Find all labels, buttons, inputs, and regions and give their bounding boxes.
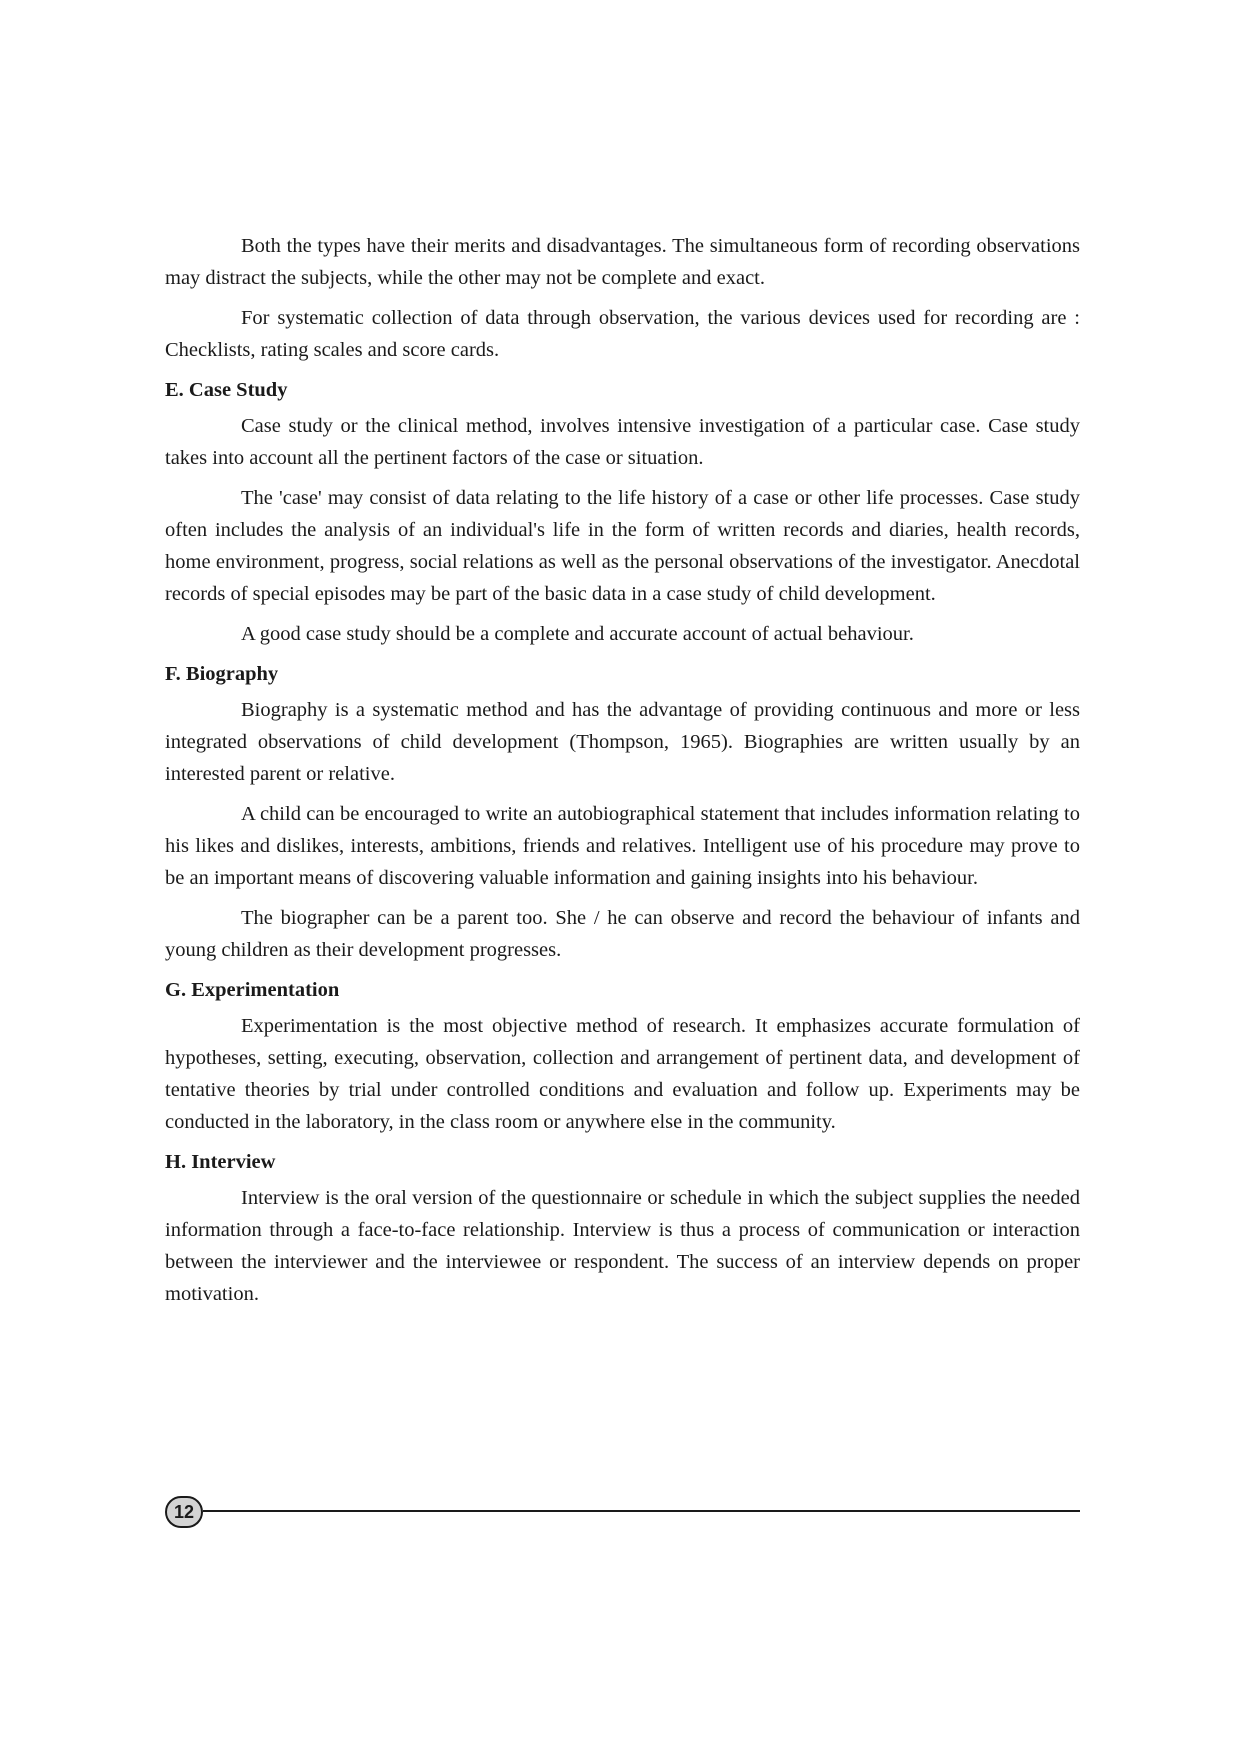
page-footer (165, 1496, 1080, 1532)
section-heading-biography: F. Biography (165, 663, 279, 685)
paragraph: Case study or the clinical method, involves intensive investigation of a particular case. Case study takes into account all the pertinent factors of the case or situation. (165, 415, 1080, 469)
paragraph: Biography is a systematic method and has the advantage of providing continuous and more or less integrated observations of child development (Thompson, 1965). Biographies are written usually by an interested parent or relative. (165, 699, 1080, 785)
section-heading-experimentation: G. Experimentation (165, 979, 340, 1001)
paragraph: Both the types have their merits and disadvantages. The simultaneous form of recording observations may distract the subjects, while the other may not be complete and exact. (165, 235, 1080, 289)
paragraph: Interview is the oral version of the questionnaire or schedule in which the subject supplies the needed information through a face-to-face relationship. Interview is thus a process of communication or interaction between the interviewer and the interviewee or respondent. The success of an interview depends on proper motivation. (165, 1187, 1080, 1305)
paragraph: The biographer can be a parent too. She / he can observe and record the behaviour of infants and young children as their development progresses. (165, 907, 1080, 961)
page-number-badge: 12 (165, 1496, 203, 1528)
paragraph: A good case study should be a complete and accurate account of actual behaviour. (241, 623, 914, 645)
page-body (165, 230, 1080, 1318)
section-heading-interview: H. Interview (165, 1151, 276, 1173)
paragraph: For systematic collection of data through observation, the various devices used for recording are : Checklists, rating scales and score cards. (165, 307, 1080, 361)
section-heading-case-study: E. Case Study (165, 379, 288, 401)
footer-rule (203, 1510, 1080, 1512)
paragraph: The 'case' may consist of data relating to the life history of a case or other life processes. Case study often includes the analysis of an individual's life in the form of written records and diaries, health records, home environment, progress, social relations as well as the personal observations of the investigator. Anecdotal records of special episodes may be part of the basic data in a case study of child development. (165, 487, 1080, 605)
paragraph: A child can be encouraged to write an autobiographical statement that includes information relating to his likes and dislikes, interests, ambitions, friends and relatives. Intelligent use of his procedure may prove to be an important means of discovering valuable information and gaining insights into his behaviour. (165, 803, 1080, 889)
paragraph: Experimentation is the most objective method of research. It emphasizes accurate formulation of hypotheses, setting, executing, observation, collection and arrangement of pertinent data, and development of tentative theories by trial under controlled conditions and evaluation and follow up. Experiments may be conducted in the laboratory, in the class room or anywhere else in the community. (165, 1015, 1080, 1133)
